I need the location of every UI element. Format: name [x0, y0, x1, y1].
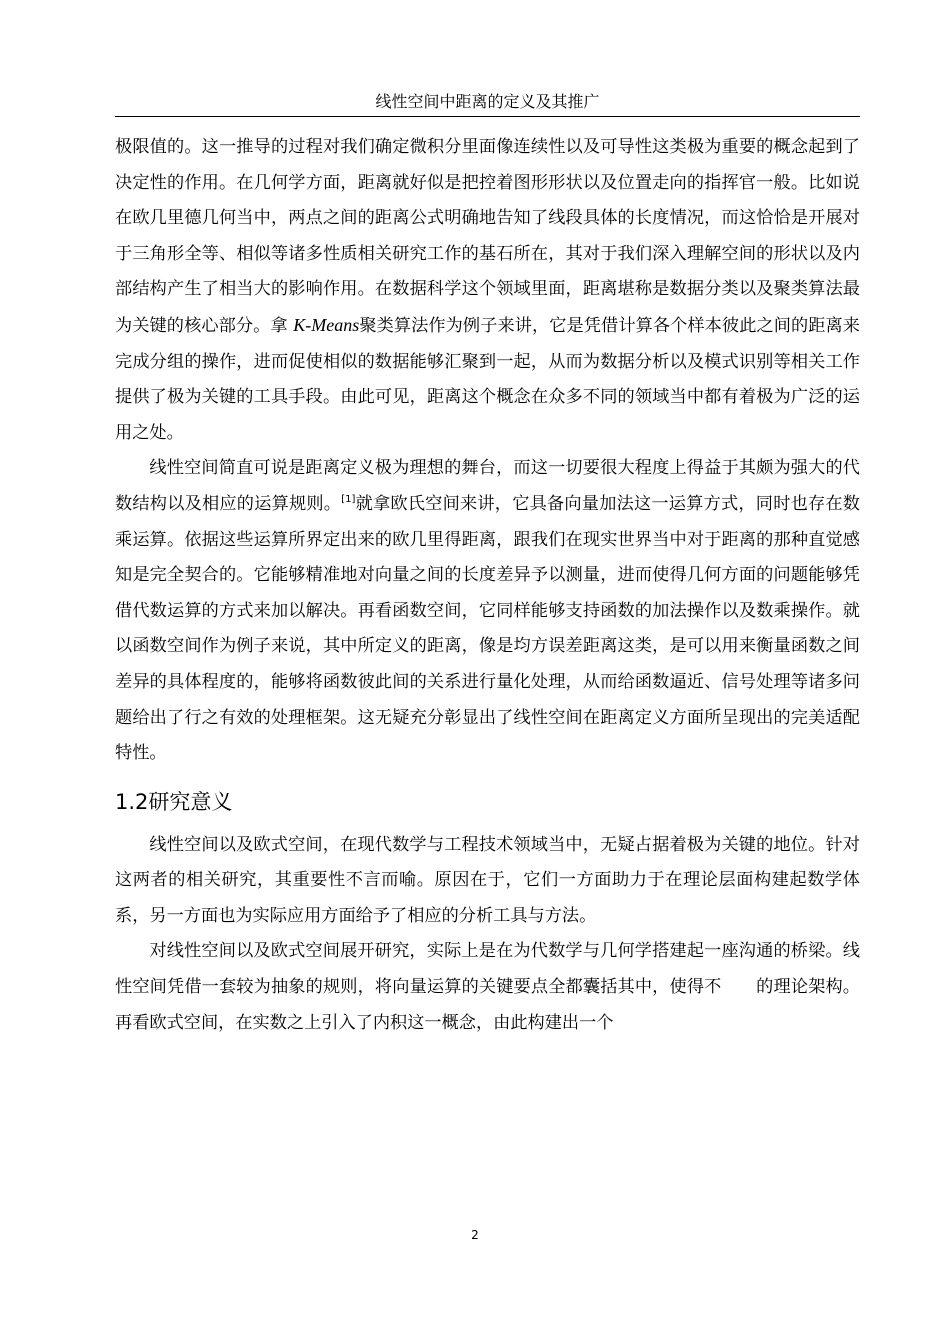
- paragraph-1: [115, 130, 860, 451]
- paragraph-4: 对线性空间以及欧式空间展开研究，实际上是在为代数学与几何学搭建起一座沟通的桥梁。线性空间凭借一套较为抽象的规则，将向量运算的关键要点全都囊括其中，使得不 的理论架构。再看欧式空间，在实数之上引入了内积这一概念，由此构建出一个: [115, 941, 860, 1033]
- paragraph-2-text-b: 就拿欧氏空间来讲，它具备向量加法这一运算方式，同时也存在数乘运算。依据这些运算所界定出来的欧几里得距离，跟我们在现实世界当中对于距离的那种直觉感知是完全契合的。它能够精准地对向量之间的长度差异予以测量，进而使得几何方面的问题能够凭借代数运算的方式来加以解决。再看函数空间，它同样能够支持函数的加法操作以及数乘操作。就以函数空间作为例子来说，其中所定义的距离，像是均方误差距离这类，是可以用来衡量函数之间差异的具体程度的，能够将函数彼此间的关系进行量化处理，从而给函数逼近、信号处理等诸多问题给出了行之有效的处理框架。这无疑充分彰显出了线性空间在距离定义方面所呈现出的完美适配特性。: [115, 493, 860, 764]
- paragraph-2-text-a: 线性空间简直可说是距离定义极为理想的舞台，而这一切要很大程度上得益于其颇为强大的代数结构以及相应的运算规则。: [115, 458, 860, 514]
- citation-reference: [1]: [341, 493, 356, 505]
- kmeans-term: K-Means: [293, 314, 360, 335]
- paragraph-2: [115, 451, 860, 771]
- paragraph-1-text-a: 极限值的。这一推导的过程对我们确定微积分里面像连续性以及可导性这类极为重要的概念起到了决定性的作用。在几何学方面，距离就好似是把控着图形形状以及位置走向的指挥官一般。比如说在欧几里德几何当中，两点之间的距离公式明确地告知了线段具体的长度情况，而这恰恰是开展对于三角形全等、相似等诸多性质相关研究工作的基石所在，其对于我们深入理解空间的形状以及内部结构产生了相当大的影响作用。在数据科学这个领域里面，距离堪称是数据分类以及聚类算法最为关键的核心部分。拿: [115, 137, 860, 336]
- running-header-title: 线性空间中距离的定义及其推广: [375, 92, 600, 111]
- body-text: [115, 130, 860, 1041]
- paragraph-3: 线性空间以及欧式空间，在现代数学与工程技术领域当中，无疑占据着极为关键的地位。针对这两者的相关研究，其重要性不言而喻。原因在于，它们一方面助力于在理论层面构建起数学体系，另一方面也为实际应用方面给予了相应的分析工具与方法。: [115, 834, 860, 926]
- page-number: 2: [471, 1228, 479, 1242]
- section-heading: 1.2研究意义: [115, 789, 233, 814]
- header-divider: [115, 116, 860, 117]
- paragraph-1-text-b: 聚类算法作为例子来讲，它是凭借计算各个样本彼此之间的距离来完成分组的操作，进而促使相似的数据能够汇聚到一起，从而为数据分析以及模式识别等相关工作提供了极为关键的工具手段。由此可见，距离这个概念在众多不同的领域当中都有着极为广泛的运用之处。: [115, 315, 860, 443]
